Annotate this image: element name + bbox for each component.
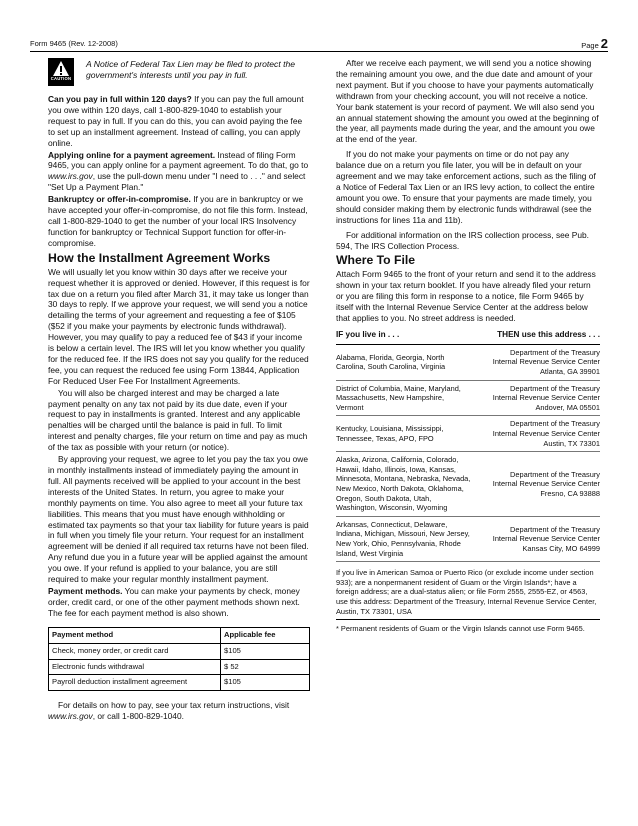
pay-in-full-paragraph [48, 94, 310, 149]
apply-online-paragraph [48, 150, 310, 194]
address-line: Atlanta, GA 39901 [540, 367, 600, 377]
address-line: Internal Revenue Service Center [492, 357, 600, 367]
fee-amount: $105 [221, 675, 310, 691]
address-block [474, 419, 600, 448]
where-to-file-paragraph: Attach Form 9465 to the front of your return and send it to the address shown in your tax return booklet. If you have already filed your return or you are filing this form in response to a notice, file Form 9465 by itself with the Internal Revenue Service Center at the address below that applies to you. No street address is needed. [336, 269, 596, 324]
address-states: Arkansas, Connecticut, Delaware, Indiana, Michigan, Missouri, New Jersey, New York, Ohio, Pennsylvania, Rhode Island, West Virginia [336, 519, 470, 558]
address-line: Internal Revenue Service Center [492, 393, 600, 403]
details-text-end: , or call 1-800-829-1040. [92, 711, 184, 722]
footnote: * Permanent residents of Guam or the Virgin Islands cannot use Form 9465. [336, 624, 585, 634]
payment-methods-lead: Payment methods. [48, 585, 123, 596]
table-row [49, 643, 310, 659]
address-header-states: IF you live in . . . [336, 329, 400, 339]
caution-icon-label: CAUTION [50, 76, 72, 82]
address-line: Department of the Treasury [510, 383, 600, 393]
caution-icon [48, 58, 74, 86]
address-header-address: THEN use this address . . . [497, 329, 600, 339]
address-row [336, 345, 600, 381]
irs-link[interactable]: www.irs.gov [48, 711, 93, 722]
right-column [336, 58, 600, 634]
page-number-value: 2 [600, 36, 608, 51]
payment-methods-text: You can make your payments by check, money order, credit card, or one of the other payment methods shown next. The fee for each payment method is also shown. [48, 585, 300, 618]
default-paragraph: If you do not make your payments on time or do not pay any balance due on a return you file later, you will be in default on your agreement and we may take enforcement actions, such as the filing of a Notice of Federal Tax Lien or an IRS levy action, to collect the entire amount you owe. To ensure that your payments are made timely, you should consider making them by electronic funds withdrawal (see the instructions for lines 11a and 11b). [336, 149, 596, 225]
address-line: Kansas City, MO 64999 [522, 543, 600, 553]
special-address-note: If you live in American Samoa or Puerto Rico (or exclude income under section 933); are a nonpermanent resident of Guam or the Virgin Islands*; have a foreign address; are a dual-status alien; or file Form 2555, 2555-EZ, or 4563, use this address: Department of the Treasury, Internal Revenue Service Center, Austin, TX 73301, USA [336, 568, 600, 620]
fee-method: Electronic funds withdrawal [49, 659, 221, 675]
collection-paragraph: For additional information on the IRS collection process, see Pub. 594, The IRS Collection Process. [336, 229, 590, 251]
address-row [336, 416, 600, 452]
address-line: Fresno, CA 93888 [540, 488, 600, 498]
address-states: District of Columbia, Maine, Maryland, Massachusetts, New Hampshire, Vermont [336, 383, 461, 412]
address-row [336, 381, 600, 417]
address-states: Alaska, Arizona, California, Colorado, Hawaii, Idaho, Illinois, Iowa, Kansas, Minnesota, Montana, Nebraska, Nevada, New Mexico, North Dakota, Oklahoma, Oregon, South Dakota, Utah, Washington, Wisconsin, Wyoming [336, 455, 471, 513]
page-label: Page [581, 41, 599, 50]
address-line: Department of the Treasury [510, 347, 600, 357]
fee-table-header [49, 627, 310, 643]
address-row [336, 517, 600, 562]
page-number [581, 36, 608, 51]
address-line: Department of the Treasury [510, 419, 600, 429]
address-line: Department of the Treasury [510, 524, 600, 534]
table-row [49, 659, 310, 675]
header-rule [30, 51, 608, 52]
apply-online-text-end: , use the pull-down menu under "I need to . . ." and select "Set Up a Payment Plan." [48, 171, 306, 193]
address-line: Internal Revenue Service Center [492, 534, 600, 544]
form-id: Form 9465 (Rev. 12-2008) [30, 39, 118, 48]
installment-paragraph-2: You will also be charged interest and may be charged a late payment penalty on any tax not paid by its due date, even if your request to pay in installments is granted. Interest and any applicable penalties will be charged until the balance is paid in full. To limit interest and penalty charges, file your return on time and pay as much of the tax as possible with your return (or notice). [48, 387, 308, 453]
address-block [474, 348, 600, 377]
address-block [474, 525, 600, 554]
fee-amount: $105 [221, 643, 310, 659]
bankruptcy-lead: Bankruptcy or offer-in-compromise. [48, 194, 191, 205]
fee-header-method: Payment method [49, 627, 221, 643]
left-column [48, 58, 310, 723]
installment-paragraph-3: By approving your request, we agree to let you pay the tax you owe in monthly installments instead of immediately paying the amount in full. All payments received will be applied to your account in the best interests of the United States. In return, you agree to make your monthly payments on time. You also agree to meet all your future tax liabilities. This means that you must have enough withholding or estimated tax payments so that your tax liability for future years is paid in full when you timely file your return. Your request for an installment agreement will be denied if all required tax returns have not been filed. Any refund due you in a future year will be applied against the amount you owe. If your refund is applied to your balance, you are still required to make your regular monthly installment payment. [48, 454, 309, 585]
where-to-file-heading: Where To File [336, 253, 415, 268]
fee-amount: $ 52 [221, 659, 310, 675]
payment-methods-paragraph [48, 586, 310, 619]
address-block [474, 470, 600, 499]
bankruptcy-text: If you are in bankruptcy or we have accepted your offer-in-compromise, do not file this form. Instead, call 1-800-829-1040 to get the number of your local IRS Insolvency function for bankruptcy or Technical Support function for offer-in-compromise. [48, 194, 308, 248]
pay-in-full-lead: Can you pay in full within 120 days? [48, 94, 192, 104]
address-line: Andover, MA 05501 [535, 402, 600, 412]
address-table-header [336, 330, 600, 345]
irs-link[interactable]: www.irs.gov [48, 171, 93, 182]
page-header [30, 36, 608, 52]
address-line: Austin, TX 73301 [543, 438, 600, 448]
bankruptcy-paragraph [48, 194, 310, 249]
pay-in-full-text: If you can pay the full amount you owe within 120 days, call 1-800-829-1040 to establish your request to pay in full. If you can do this, you can avoid paying the fee to set up an installment agreement. Instead of calling, you can apply online. [48, 94, 304, 148]
fee-method: Payroll deduction installment agreement [49, 675, 221, 691]
fee-header-fee: Applicable fee [221, 627, 310, 643]
installment-heading: How the Installment Agreement Works [48, 250, 271, 265]
details-paragraph [48, 700, 310, 722]
address-line: Internal Revenue Service Center [492, 429, 600, 438]
table-row [49, 675, 310, 691]
address-line: Department of the Treasury [510, 469, 600, 479]
fee-table [48, 627, 310, 692]
address-states: Kentucky, Louisiana, Mississippi, Tennessee, Texas, APO, FPO [336, 424, 444, 443]
installment-paragraph-1: We will usually let you know within 30 days after we receive your request whether it is approved or denied. However, if this request is for tax due on a return you filed after March 31, it may take us longer than 30 days to reply. If we approve your request, we will send you a notice detailing the terms of your agreement and requesting a fee of $105 ($52 if you make your payments by electronic funds withdrawal). However, you may qualify to pay a reduced fee of $43 if your income is below a certain level. The IRS will let you know whether you qualify for the reduced fee. If the IRS does not say you qualify for the reduced fee, you can request the reduced fee using Form 13844, Application For Reduced User Fee For Installment Agreements. [48, 266, 310, 386]
caution-note: A Notice of Federal Tax Lien may be filed to protect the government's interests until you pay in full. [86, 59, 296, 80]
address-line: Internal Revenue Service Center [492, 479, 600, 489]
notice-paragraph: After we receive each payment, we will send you a notice showing the remaining amount you owe, and the due date and amount of your next payment. But if you choose to have your payments automatically withdrawn from your checking account, you will not receive a notice. Your bank statement is your record of payment. We will also send you an annual statement showing the amount you owed at the beginning of the year, all payments made during the year, and the amount you owe at the end of the year. [336, 58, 599, 145]
address-states: Alabama, Florida, Georgia, North Carolina, South Carolina, Virginia [336, 352, 446, 372]
caution-block [48, 58, 310, 90]
details-text: For details on how to pay, see your tax return instructions, visit [58, 700, 290, 711]
apply-online-lead: Applying online for a payment agreement. [48, 149, 216, 160]
address-row [336, 452, 600, 517]
address-block [474, 384, 600, 413]
apply-online-text: Instead of filing Form 9465, you can apply online for a payment agreement. To do that, go to [48, 149, 309, 171]
fee-method: Check, money order, or credit card [49, 643, 221, 659]
